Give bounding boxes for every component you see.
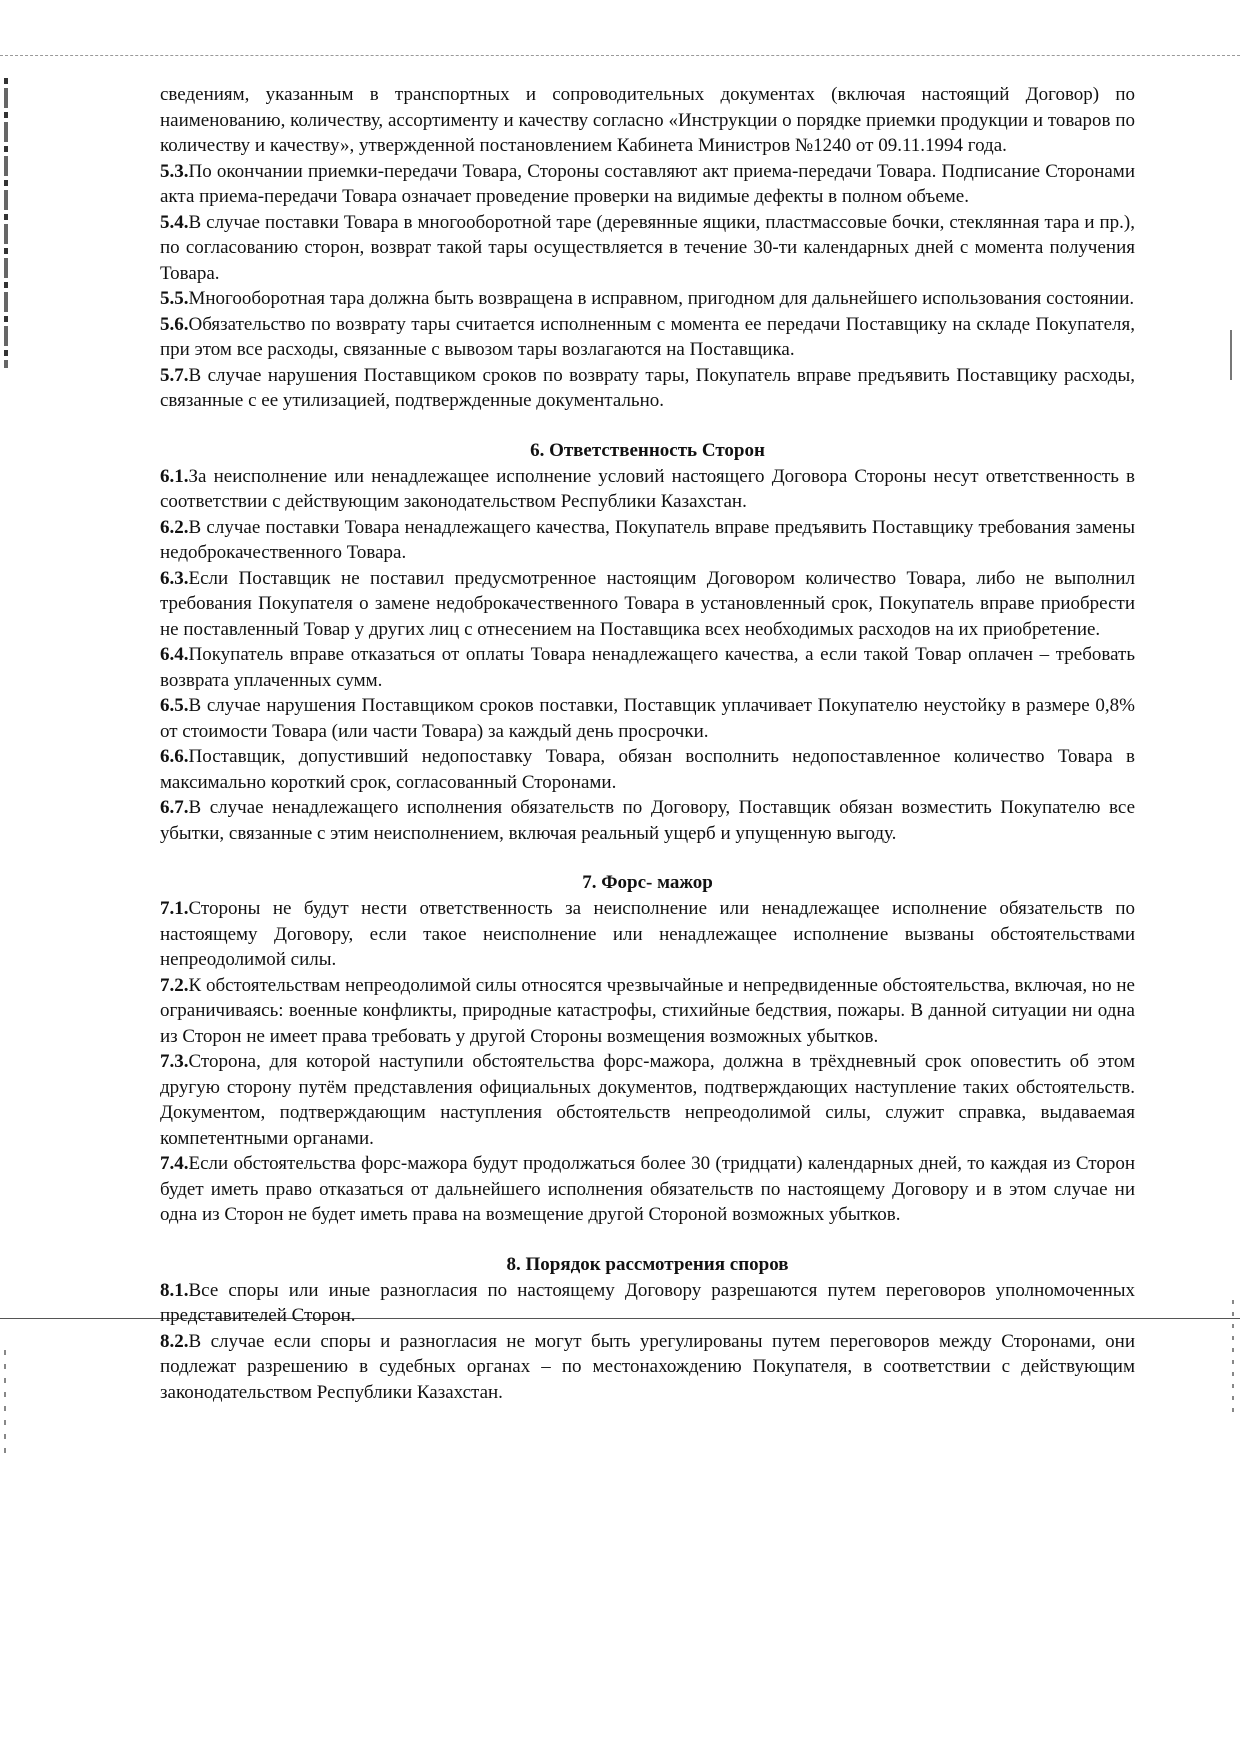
clause-8-1 — [160, 1278, 1135, 1329]
clause-6-7 — [160, 795, 1135, 846]
clause-number: 8.1. — [160, 1279, 189, 1301]
clause-number: 6.6. — [160, 746, 189, 767]
clause-text: В случае ненадлежащего исполнения обязательств по Договору, Поставщик обязан возместить Покупателю все убытки, связанные с этим неисполнением, включая реальный ущерб и упущенную выгоду. — [160, 797, 1135, 844]
clause-5-6 — [160, 312, 1135, 363]
clause-5-5 — [160, 286, 1135, 312]
clause-text: Обязательство по возврату тары считается исполненным с момента ее передачи Поставщику на складе Покупателя, при этом все расходы, связанные с вывозом тары возлагаются на Поставщика. — [160, 313, 1135, 360]
section-7-title: 7. Форс- мажор — [582, 872, 713, 893]
clause-7-3 — [160, 1049, 1135, 1151]
clause-text: Многооборотная тара должна быть возвращена в исправном, пригодном для дальнейшего использования состоянии. — [188, 288, 1135, 309]
clause-6-3 — [160, 566, 1135, 643]
clause-6-1 — [160, 464, 1135, 515]
clause-5-3 — [160, 159, 1135, 210]
clause-text: В случае нарушения Поставщиком сроков по возврату тары, Покупатель вправе предъявить Поставщику расходы, связанные с ее утилизацией, подтвержденные документально. — [160, 364, 1135, 411]
scan-artifact-right-edge — [1230, 330, 1232, 380]
clause-number: 6.5. — [160, 695, 189, 716]
clause-8-2 — [160, 1329, 1135, 1406]
clause-7-1 — [160, 896, 1135, 973]
clause-number: 5.7. — [160, 364, 189, 386]
clause-6-2 — [160, 515, 1135, 566]
scan-artifact-left-edge-lower — [4, 1350, 6, 1460]
clause-text: В случае нарушения Поставщиком сроков поставки, Поставщик уплачивает Покупателю неустойку в размере 0,8% от стоимости Товара (или части Товара) за каждый день просрочки. — [160, 695, 1135, 742]
clause-6-5 — [160, 693, 1135, 744]
clause-5-7 — [160, 363, 1135, 414]
scan-artifact-left-edge — [4, 78, 8, 368]
clause-text: Покупатель вправе отказаться от оплаты Товара ненадлежащего качества, а если такой Товар оплачен – требовать возврата уплаченных сумм. — [160, 644, 1135, 691]
clause-text: Если обстоятельства форс-мажора будут продолжаться более 30 (тридцати) календарных дней, то каждая из Сторон будет иметь право отказаться от дальнейшего исполнения обязательств по настоящему Договору и в этом случае ни одна из Сторон не будет иметь права на возмещение другой Стороной возможных убытков. — [160, 1153, 1135, 1225]
paragraph-intro: сведениям, указанным в транспортных и сопроводительных документах (включая настоящий Договор) по наименованию, количеству, ассортименту и качеству согласно «Инструкции о порядке приемки продукции и товаров по количеству и качеству», утвержденной постановлением Кабинета Министров №1240 от 09.11.1994 года. — [160, 84, 1135, 156]
section-6-title: 6. Ответственность Сторон — [530, 439, 765, 461]
clause-6-4 — [160, 642, 1135, 693]
clause-number: 7.4. — [160, 1153, 189, 1174]
clause-number: 6.7. — [160, 797, 189, 818]
clause-number: 6.1. — [160, 465, 189, 487]
scan-artifact-top-line — [0, 55, 1240, 56]
clause-number: 5.4. — [160, 211, 189, 233]
clause-text: К обстоятельствам непреодолимой силы относятся чрезвычайные и непредвиденные обстоятельства, включая, но не ограничиваясь: военные конфликты, природные катастрофы, стихийные бедствия, пожары. В данной ситуации ни одна из Сторон не имеет права требовать у другой Стороны возмещения возможных убытков. — [160, 974, 1135, 1047]
clause-text: В случае поставки Товара ненадлежащего качества, Покупатель вправе предъявить Поставщику требования замены недоброкачественного Товара. — [160, 516, 1135, 563]
clause-number: 5.6. — [160, 313, 189, 335]
clause-7-4 — [160, 1151, 1135, 1228]
clause-7-2 — [160, 973, 1135, 1050]
clause-text: Стороны не будут нести ответственность за неисполнение или ненадлежащее исполнение обязательств по настоящему Договору, если такое неисполнение или ненадлежащее исполнение вызваны обстоятельствами непреодолимой силы. — [160, 898, 1135, 970]
clause-text: Сторона, для которой наступили обстоятельства форс-мажора, должна в трёхдневный срок оповестить об этом другую сторону путём представления официальных документов, подтверждающих наступление таких обстоятельств. Документом, подтверждающим наступления обстоятельств непреодолимой силы, служит справка, выдаваемая компетентными органами. — [160, 1051, 1135, 1149]
clause-text: В случае если споры и разногласия не могут быть урегулированы путем переговоров между Сторонами, они подлежат разрешению в судебных органах – по местонахождению Покупателя, в соответствии с действующим законодательством Республики Казахстан. — [160, 1330, 1135, 1403]
clause-number: 5.3. — [160, 160, 189, 182]
clause-text: В случае поставки Товара в многооборотной таре (деревянные ящики, пластмассовые бочки, стеклянная тара и пр.), по согласованию сторон, возврат такой тары осуществляется в течение 30-ти календарных дней с момента получения Товара. — [160, 211, 1135, 284]
clause-number: 7.1. — [160, 898, 189, 919]
clause-number: 6.3. — [160, 567, 189, 589]
clause-number: 5.5. — [160, 288, 189, 309]
clause-text: За неисполнение или ненадлежащее исполнение условий настоящего Договора Стороны несут ответственность в соответствии с действующим законодательством Республики Казахстан. — [160, 465, 1135, 512]
section-8-title: 8. Порядок рассмотрения споров — [506, 1253, 789, 1275]
scan-artifact-right-edge-lower — [1232, 1300, 1234, 1420]
document-body — [160, 82, 1135, 1405]
clause-text: Если Поставщик не поставил предусмотренное настоящим Договором количество Товара, либо не выполнил требования Покупателя о замене недоброкачественного Товара в установленный срок, Покупатель вправе приобрести не поставленный Товар у других лиц с отнесением на Поставщика всех необходимых расходов на их приобретение. — [160, 567, 1135, 640]
clause-number: 6.4. — [160, 644, 189, 665]
clause-5-4 — [160, 210, 1135, 287]
clause-6-6 — [160, 744, 1135, 795]
clause-number: 8.2. — [160, 1330, 189, 1352]
clause-number: 7.3. — [160, 1051, 189, 1072]
clause-text: Все споры или иные разногласия по настоящему Договору разрешаются путем переговоров уполномоченных представителей Сторон. — [160, 1279, 1135, 1326]
clause-text: По окончании приемки-передачи Товара, Стороны составляют акт приема-передачи Товара. Подписание Сторонами акта приема-передачи Товара означает проведение проверки на видимые дефекты в полном объеме. — [160, 160, 1135, 207]
clause-number: 6.2. — [160, 516, 189, 538]
clause-text: Поставщик, допустивший недопоставку Товара, обязан восполнить недопоставленное количество Товара в максимально короткий срок, согласованный Сторонами. — [160, 746, 1135, 793]
clause-number: 7.2. — [160, 974, 189, 996]
